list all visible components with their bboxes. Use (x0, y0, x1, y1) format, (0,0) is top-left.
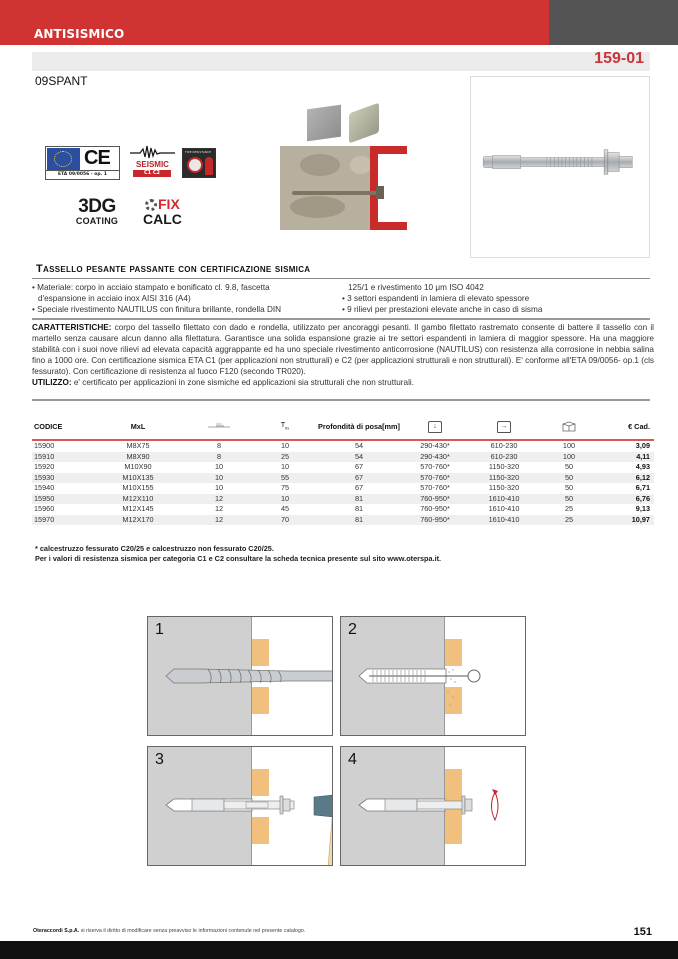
bullets-right (342, 282, 542, 315)
cell-shear: 1150-320 (488, 462, 520, 471)
cell-depth: 54 (354, 441, 364, 450)
drill-bit-icon (208, 422, 230, 430)
cell-tension: 760-950* (402, 515, 468, 526)
bullet-item: • 9 rilievi per prestazioni elevate anche in caso di sisma (342, 305, 543, 314)
coating-logo-small: COATING (75, 216, 119, 226)
code-bar (32, 52, 650, 71)
cell-mxl: M8X90 (92, 452, 184, 463)
col-codice: CODICE (32, 415, 92, 440)
hammer-anchor-icon (148, 747, 333, 866)
cell-tfix: 70 (254, 515, 316, 526)
seismic-logo (130, 145, 175, 179)
cell-tension: 290-430* (420, 441, 450, 450)
ce-caption: ETA 09/0056 - op. 1 (46, 170, 119, 179)
cell-pack: 25 (540, 515, 598, 526)
header-band (0, 0, 678, 45)
cell-depth: 67 (316, 473, 402, 484)
seismic-label: SEISMIC (136, 160, 169, 169)
cell-tfix: 45 (280, 504, 290, 513)
cell-codice: 15930 (32, 473, 92, 484)
table-notes (35, 544, 441, 564)
description-title: Tassello pesante passante con certificazione sismica (36, 263, 311, 275)
step-number: 3 (155, 751, 164, 768)
cell-tfix: 25 (254, 452, 316, 463)
cell-shear: 610-230 (490, 441, 518, 450)
cell-tension: 290-430* (402, 452, 468, 463)
cell-tension: 760-950* (420, 504, 450, 513)
footer-disclaimer (33, 928, 305, 934)
fixcalc-logo (140, 197, 195, 231)
usage-text: e' certificato per applicazioni in zone sismiche ed applicazioni sia strutturali che non strutturali. (71, 378, 414, 388)
cell-codice: 15940 (34, 483, 55, 492)
install-step-1 (147, 616, 333, 736)
cell-shear: 1610-410 (488, 504, 520, 513)
cell-d: 10 (184, 473, 254, 484)
cell-tfix: 10 (280, 462, 290, 471)
characteristics-label: CARATTERISTICHE: (32, 323, 112, 332)
product-photo-frame (470, 76, 650, 258)
cell-pack: 50 (564, 462, 574, 471)
product-code: 09SPANT (35, 74, 88, 88)
bullet-item: d'espansione in acciaio inox AISI 316 (A4) (38, 294, 191, 303)
divider (32, 278, 650, 279)
cell-mxl: M8X75 (126, 441, 150, 450)
fire-badge-icon (187, 157, 203, 173)
characteristics-block (32, 322, 654, 389)
install-step-4 (340, 746, 526, 866)
cracked-concrete-icon (349, 103, 379, 144)
table-row (32, 452, 654, 463)
cell-mxl: M12X170 (92, 515, 184, 526)
fire-label: FIRE RESISTANCE (185, 150, 212, 154)
cell-codice: 15900 (34, 441, 55, 450)
cell-mxl: M10X155 (122, 483, 154, 492)
cell-depth: 54 (316, 452, 402, 463)
cell-codice: 15920 (34, 462, 55, 471)
coating-logo-big: 3DG (78, 196, 116, 217)
fix-label: FIX (158, 196, 180, 212)
bullet-item: • Speciale rivestimento NAUTILUS con finitura brillante, rondella DIN (32, 305, 282, 314)
col-shear-load (468, 415, 540, 440)
cell-price: 6,12 (598, 473, 654, 484)
cell-d: 12 (184, 515, 254, 526)
cell-tension: 760-950* (402, 494, 468, 505)
wedge-anchor-image (476, 147, 646, 177)
divider (32, 318, 650, 320)
divider (32, 399, 650, 401)
cell-pack: 100 (562, 441, 576, 450)
page-number: 151 (633, 926, 652, 938)
ce-mark: CE (84, 147, 110, 169)
install-step-2 (340, 616, 526, 736)
cell-tension: 570-760* (420, 462, 450, 471)
fire-resistance-logo (182, 148, 216, 178)
cell-d: 8 (216, 441, 222, 450)
cell-shear: 610-230 (468, 452, 540, 463)
tension-load-icon: ↓ (428, 421, 442, 433)
step-number: 4 (348, 751, 357, 768)
cell-mxl: M10X90 (124, 462, 152, 471)
bullet-item: • Materiale: corpo in acciaio stampato e bonificato cl. 9.8, fascetta (32, 283, 270, 292)
calc-label: CALC (143, 211, 182, 227)
bullet-item: • 3 settori espandenti in lamiera di elevato spessore (342, 294, 530, 303)
concrete-block-icon (307, 105, 341, 142)
cell-shear: 1150-320 (488, 483, 520, 492)
cell-d: 10 (214, 483, 224, 492)
cell-d: 8 (184, 452, 254, 463)
footer-company: Oteraccordi S.p.A. (33, 928, 80, 934)
cell-shear: 1610-410 (468, 494, 540, 505)
tfix-sub: fix (285, 425, 290, 431)
usage-label: UTILIZZO: (32, 378, 72, 388)
product-table (32, 415, 654, 525)
eu-flag-icon (47, 148, 80, 171)
cell-mxl: M12X110 (92, 494, 184, 505)
cell-pack: 100 (540, 452, 598, 463)
col-tfix (254, 415, 316, 440)
step-number: 1 (155, 621, 164, 638)
cell-price: 6,71 (635, 483, 650, 492)
table-row (32, 504, 654, 515)
gear-icon (145, 199, 157, 211)
col-mxl: MxL (92, 415, 184, 440)
table-row (32, 473, 654, 484)
col-drill-diameter (184, 415, 254, 440)
cell-codice: 15950 (32, 494, 92, 505)
cell-tfix: 10 (254, 494, 316, 505)
header-grey-block (549, 0, 678, 45)
col-depth: Profondità di posa[mm] (316, 415, 402, 440)
cell-shear: 1610-410 (468, 515, 540, 526)
cell-depth: 67 (354, 462, 364, 471)
tighten-nut-icon (341, 747, 526, 866)
cell-codice: 15960 (34, 504, 55, 513)
bullet-item: 125/1 e rivestimento 10 μm ISO 4042 (348, 283, 484, 292)
section-title: ANTISISMICO (34, 27, 125, 41)
shear-load-icon: → (497, 421, 511, 433)
installation-section-photo (280, 146, 407, 230)
3dg-coating-logo (67, 197, 127, 231)
cell-price: 9,13 (635, 504, 650, 513)
cell-depth: 67 (354, 483, 364, 492)
cell-price: 4,11 (598, 452, 654, 463)
footer-disclaimer-text: si riserva il diritto di modificare senza preavviso le informazioni contenute nel presente catalogo. (79, 928, 306, 934)
flame-icon (205, 157, 213, 175)
cell-tension: 570-760* (420, 483, 450, 492)
seismic-sublabel: C1 C2 (133, 170, 171, 177)
cell-d: 12 (214, 504, 224, 513)
cell-price: 3,09 (635, 441, 650, 450)
cell-tfix: 75 (280, 483, 290, 492)
drill-bit-icon (148, 617, 333, 736)
box-package-icon (561, 420, 577, 432)
note-item: Per i valori di resistenza sismica per categoria C1 e C2 consultare la scheda tecnica presente sul sito www.oterspa.it. (35, 554, 442, 563)
seismograph-wave-icon (130, 145, 175, 159)
cell-d: 10 (214, 462, 224, 471)
col-price: € Cad. (598, 415, 654, 440)
note-item: * calcestruzzo fessurato C20/25 e calcestruzzo non fessurato C20/25. (35, 544, 274, 553)
col-tension-load (402, 415, 468, 440)
install-step-3 (147, 746, 333, 866)
table-row (32, 440, 654, 452)
ce-certification-logo (45, 146, 120, 180)
table-row (32, 462, 654, 473)
page-code: 159-01 (594, 50, 644, 67)
cell-pack: 25 (564, 504, 574, 513)
step-number: 2 (348, 621, 357, 638)
cell-pack: 50 (540, 473, 598, 484)
cell-tfix: 10 (280, 441, 290, 450)
footer-band (0, 941, 678, 959)
cell-codice: 15910 (32, 452, 92, 463)
cell-depth: 81 (316, 494, 402, 505)
cell-pack: 50 (540, 494, 598, 505)
cleaning-brush-icon (341, 617, 526, 736)
table-row (32, 494, 654, 505)
cell-price: 10,97 (598, 515, 654, 526)
col-pack (540, 415, 598, 440)
cell-pack: 50 (564, 483, 574, 492)
cell-shear: 1150-320 (468, 473, 540, 484)
table-header-row (32, 415, 654, 440)
table-row (32, 515, 654, 526)
cell-tfix: 55 (254, 473, 316, 484)
tfix-label: T (280, 420, 286, 430)
cell-codice: 15970 (32, 515, 92, 526)
cell-mxl: M10X135 (92, 473, 184, 484)
cell-price: 6,76 (598, 494, 654, 505)
bullets-left (32, 282, 281, 315)
cell-mxl: M12X145 (122, 504, 154, 513)
cell-tension: 570-760* (402, 473, 468, 484)
cell-price: 4,93 (635, 462, 650, 471)
cell-depth: 81 (316, 515, 402, 526)
characteristics-text: corpo del tassello filettato con dado e rondella, utilizzato per ancoraggi pesanti. Il gambo filettato rastremato consente di battere il tassello con il martello senza causare alcun danno alla filettatura. Garantisce una solida espansione grazie ai tre settori espandenti in lamiera di maggior spessore. Ha una maggiore stabilità con i suoi nove rilievi ad elevata capacità aggrappante ed ha uno speciale rivestimento anticorrosione (NAUTILUS) con resistenza alla corrosione in nebbia salina fino a 1000 ore. Con certificazione sismica ETA C1 (per applicazioni non strutturali) e C2 (per applicazioni strutturali e non strutturali). E' conforme all'ETA 09/0056- op.1 (cls fessurato). Con certificazione di resistenza al fuoco F120 (secondo TR020). (32, 323, 654, 377)
cell-d: 12 (184, 494, 254, 505)
table-row (32, 483, 654, 494)
cell-depth: 81 (354, 504, 364, 513)
